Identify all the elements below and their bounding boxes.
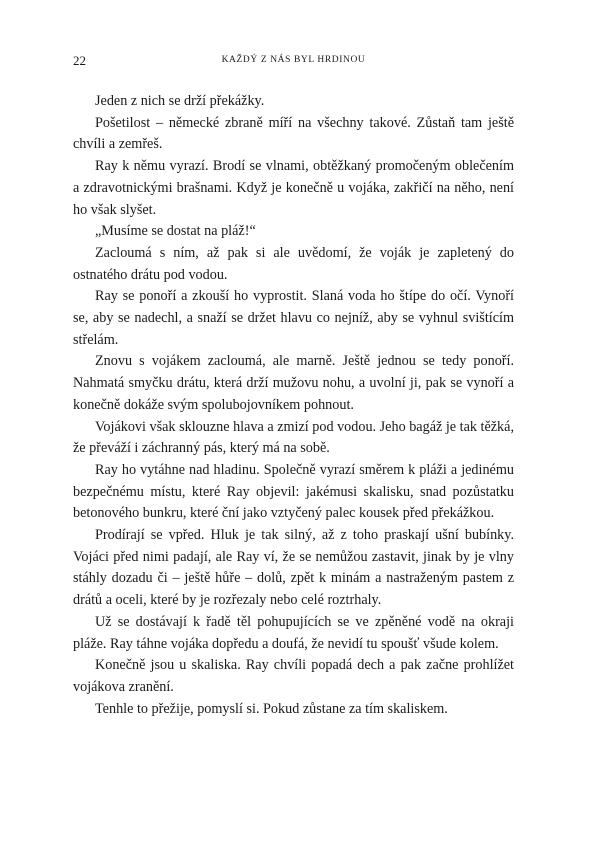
paragraph: Tenhle to přežije, pomyslí si. Pokud zůstane za tím skaliskem. (95, 700, 448, 717)
paragraph: Ray k němu vyrazí. Brodí se vlnami, obtěžkaný promočeným oblečením a zdravotnickými brašnami. Když je konečně u vojáka, zakřičí na něho, není ho však slyšet. (73, 158, 514, 218)
running-head: KAŽDÝ Z NÁS BYL HRDINOU (221, 55, 366, 65)
paragraph: „Musíme se dostat na pláž!“ (95, 223, 256, 240)
body-text (73, 91, 514, 720)
paragraph: Prodírají se vpřed. Hluk je tak silný, až z toho praskají ušní bubínky. Vojáci před nimi padají, ale Ray ví, že se nemůžou zastavit, jinak by je vlny stáhly dozadu či – ještě hůře – dolů, zpět k minám a nastraženým pastem z drátů a oceli, které by je rozřezaly nebo celé roztrhaly. (73, 527, 514, 609)
paragraph: Ray se ponoří a zkouší ho vyprostit. Slaná voda ho štípe do očí. Vynoří se, aby se nadechl, a snaží se držet hlavu co nejníž, aby se vyhnul svištícím střelám. (73, 288, 514, 348)
paragraph: Už se dostávají k řadě těl pohupujících se ve zpěněné vodě na okraji pláže. Ray táhne vojáka dopředu a doufá, že nevidí tu spoušť všude kolem. (73, 613, 514, 652)
paragraph: Zacloumá s ním, až pak si ale uvědomí, že voják je zapletený do ostnatého drátu pod vodou. (73, 244, 514, 283)
paragraph: Znovu s vojákem zacloumá, ale marně. Ještě jednou se tedy ponoří. Nahmatá smyčku drátu, která drží mužovu nohu, a uvolní ji, pak se vynoří a konečně dokáže svým spolubojovníkem pohnout. (73, 353, 514, 413)
page-number: 22 (73, 53, 86, 68)
paragraph: Konečně jsou u skaliska. Ray chvíli popadá dech a pak začne prohlížet vojákova zranění. (73, 657, 514, 695)
page-header (73, 53, 514, 73)
paragraph: Pošetilost – německé zbraně míří na všechny takové. Zůstaň tam ještě chvíli a zemřeš. (73, 114, 514, 153)
paragraph: Vojákovi však sklouzne hlava a zmizí pod vodou. Jeho bagáž je tak těžká, že převáží i záchranný pás, který má na sobě. (73, 418, 514, 457)
paragraph: Jeden z nich se drží překážky. (95, 93, 265, 109)
paragraph: Ray ho vytáhne nad hladinu. Společně vyrazí směrem k pláži a jedinému bezpečnému místu, které Ray objevil: jakémusi skalisku, snad pozůstatku betonového bunkru, které ční jako vztyčený palec kousek před překážkou. (73, 461, 514, 522)
